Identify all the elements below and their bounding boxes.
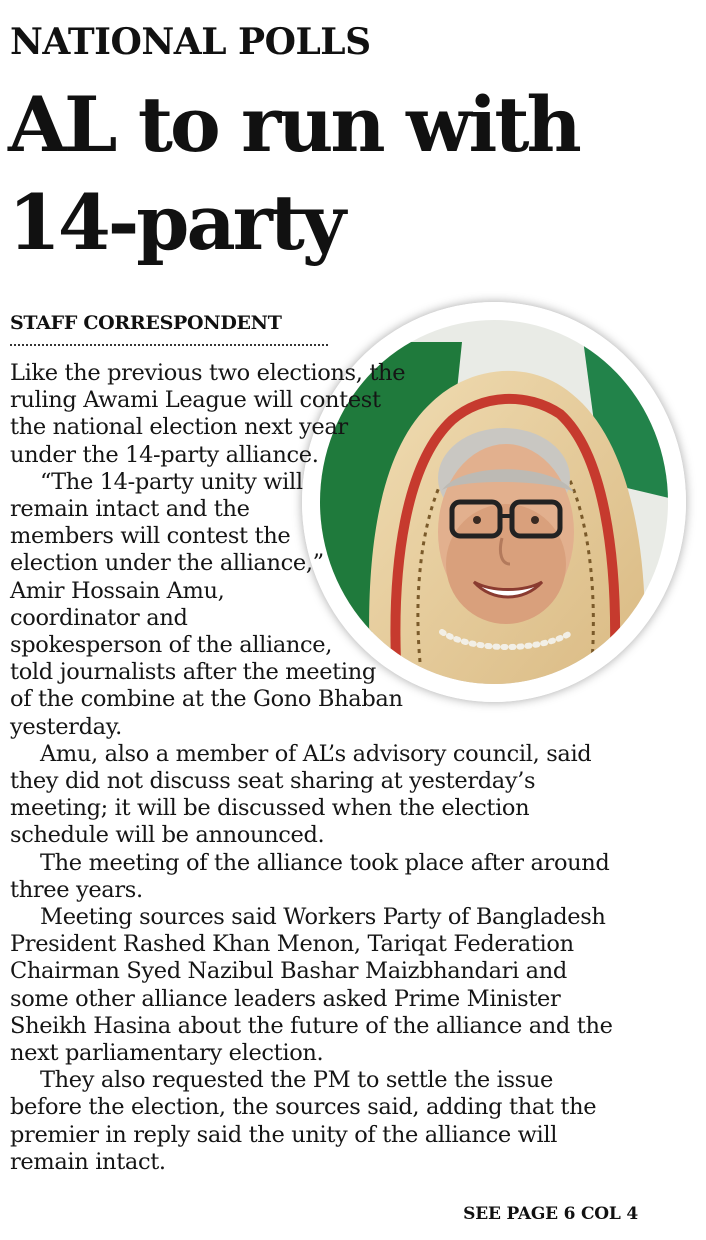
headline-line-1: AL to run with: [8, 80, 579, 169]
headline: [8, 76, 579, 272]
article-paragraph-6: They also requested the PM to settle the issue before the election, the sources said, adding that the premier in reply said the unity of the alliance will remain intact.: [10, 1067, 597, 1175]
article-paragraph-2: “The 14-party unity will remain intact and the members will contest the election under the alliance,” Amir Hossain Amu, coordinator and spokesperson of the alliance, told journalists after the meeting of the combine at the Gono Bhaban yesterday.: [10, 468, 403, 740]
headline-line-2: 14-party: [8, 178, 343, 267]
article-paragraph-1: Like the previous two elections, the ruling Awami League will contest the national election next year under the 14-party alliance.: [10, 360, 406, 468]
continuation-note: SEE PAGE 6 COL 4: [463, 1204, 638, 1224]
article-paragraph-3: Amu, also a member of AL’s advisory council, said they did not discuss seat sharing at yesterday’s meeting; it will be discussed when the election schedule will be announced.: [10, 740, 592, 849]
article-paragraph-4: The meeting of the alliance took place after around three years.: [10, 849, 610, 903]
section-kicker: NATIONAL POLLS: [10, 21, 371, 63]
byline: STAFF CORRESPONDENT: [10, 312, 282, 334]
article-body: [10, 360, 630, 1176]
photo-wrap-spacer: [344, 360, 630, 705]
article-paragraph-5: Meeting sources said Workers Party of Bangladesh President Rashed Khan Menon, Tariqat Federation Chairman Syed Nazibul Bashar Maizbhandari and some other alliance leaders asked Prime Minister Sheikh Hasina about the future of the alliance and the next parliamentary election.: [10, 904, 613, 1067]
byline-divider: [10, 344, 328, 346]
